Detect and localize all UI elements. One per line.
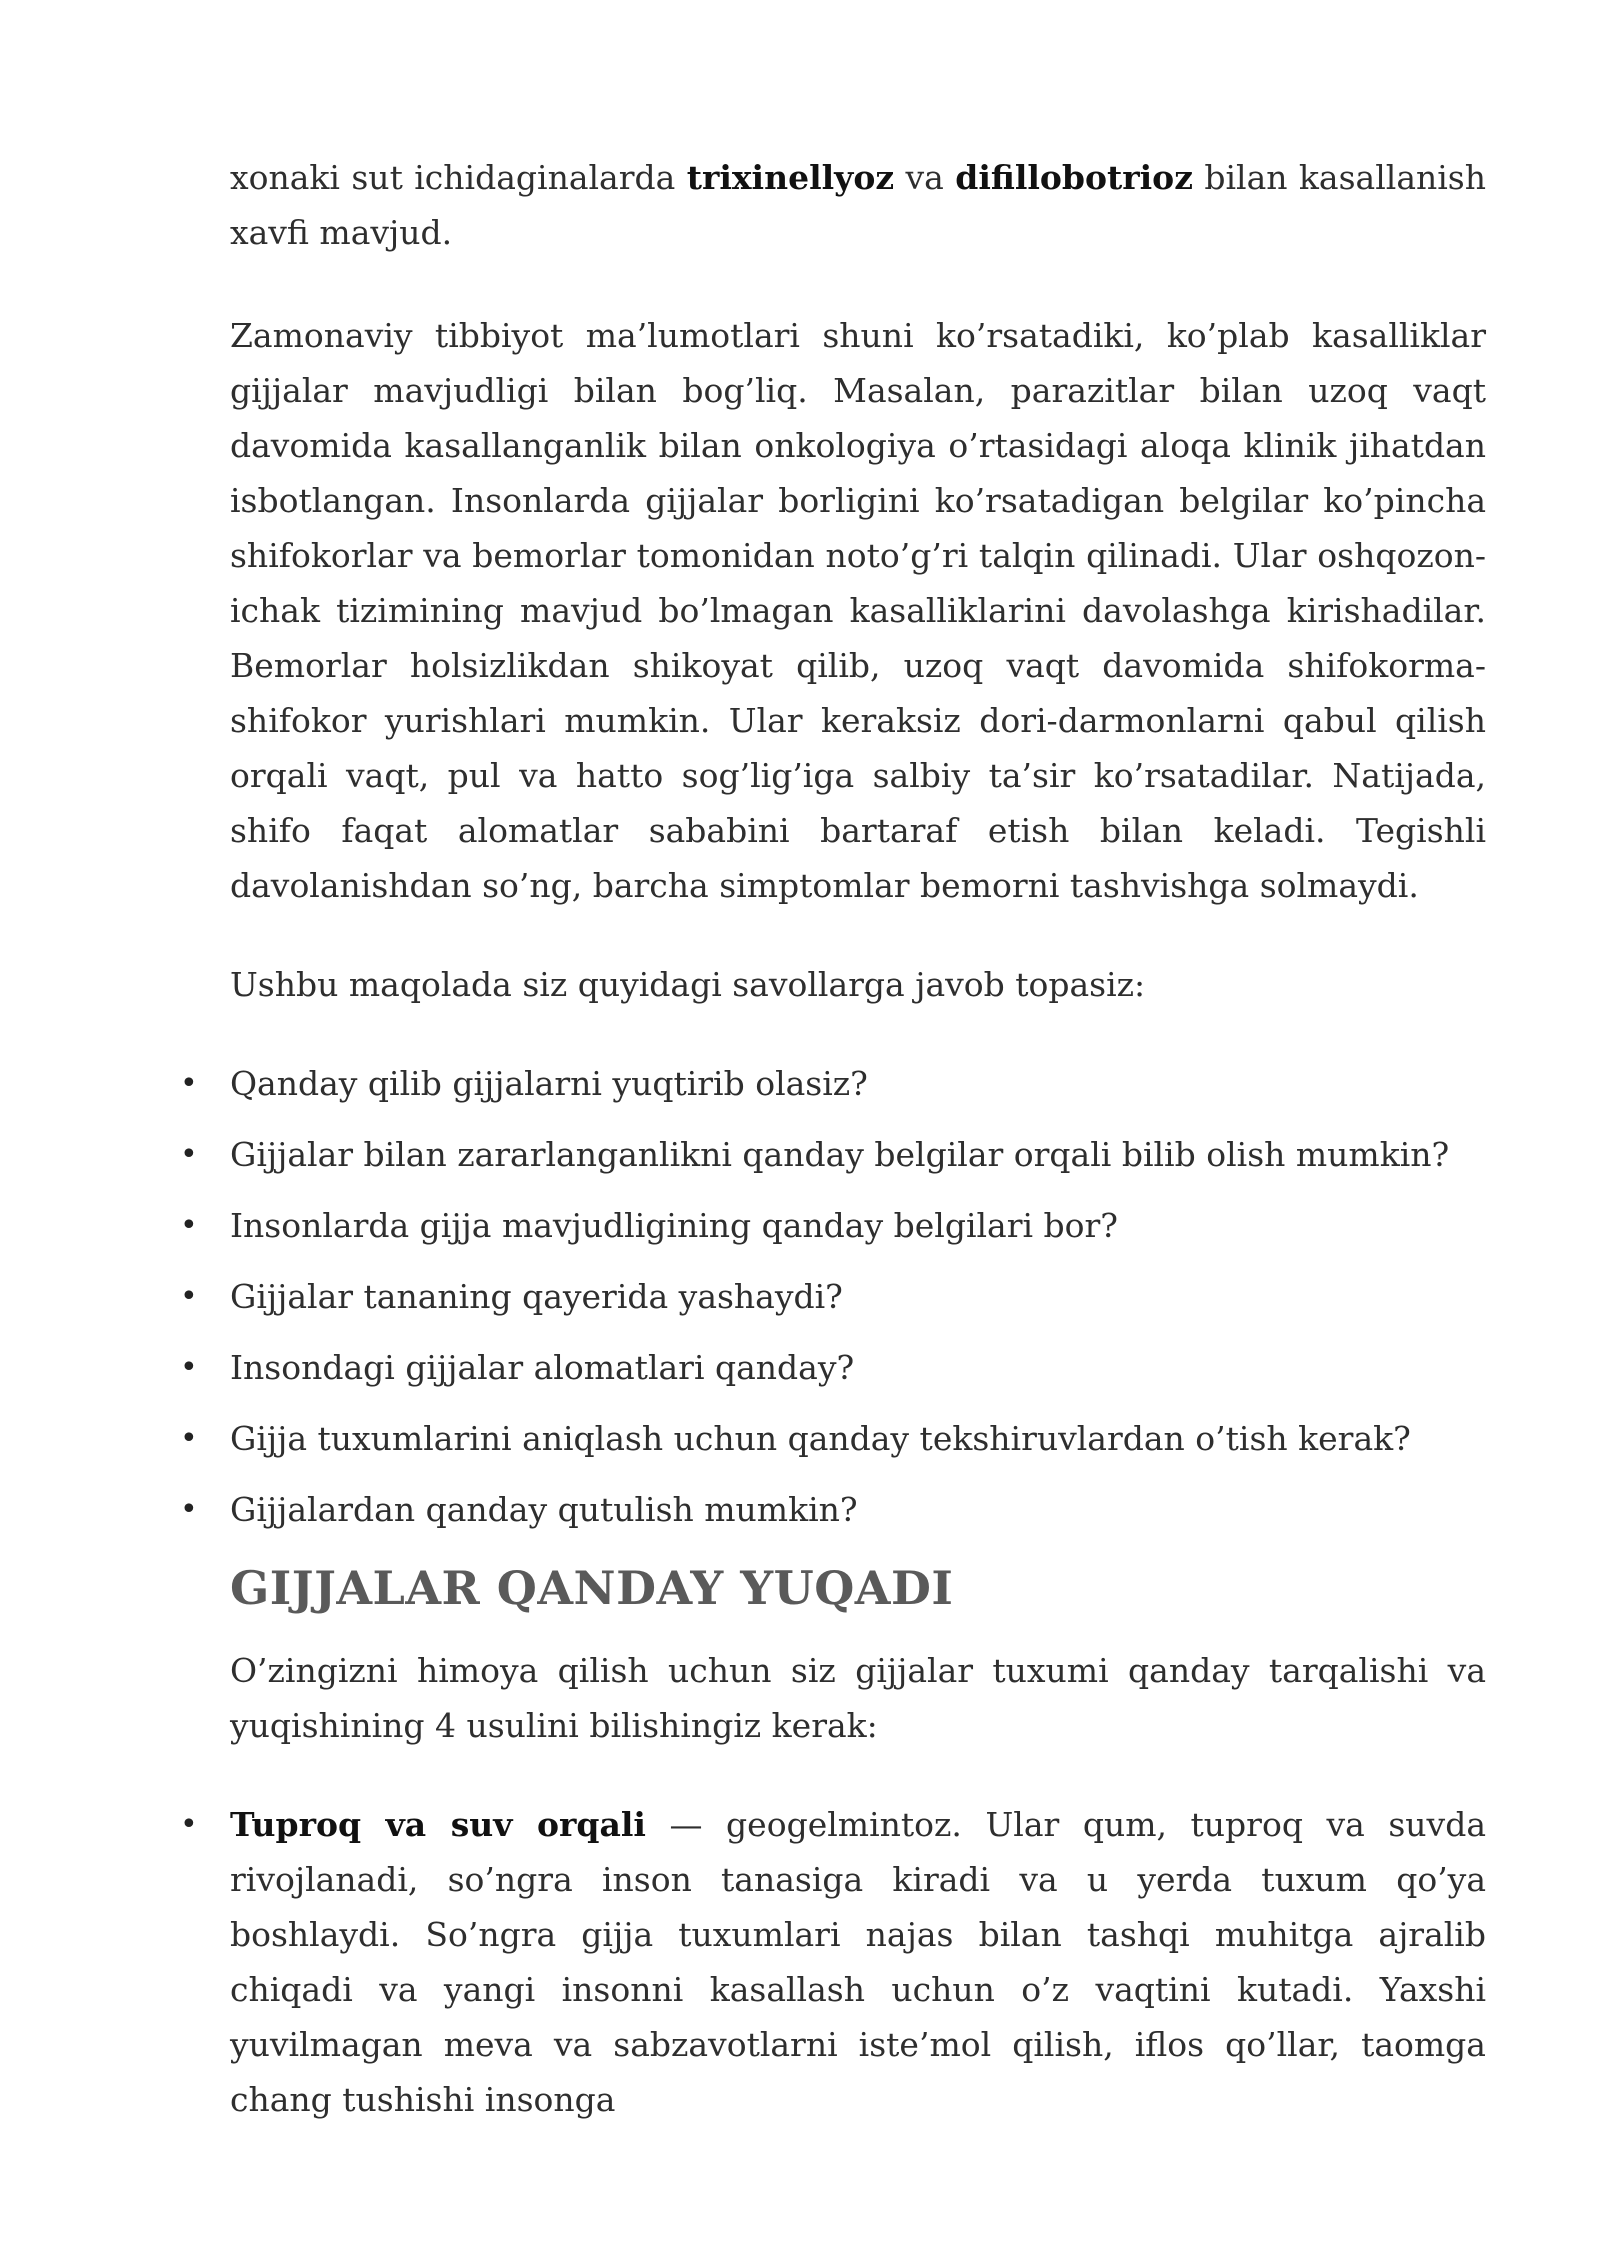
intro-bold-term-2: difillobotrioz: [955, 158, 1193, 197]
bullet-icon: •: [180, 1066, 198, 1101]
section-intro: O’zingizni himoya qilish uchun siz gijjalar tuxumi qanday tarqalishi va yuqishining 4 usulini bilishingiz kerak:: [230, 1651, 1486, 1745]
section-heading: GIJJALAR QANDAY YUQADI: [230, 1561, 954, 1615]
list-item: • Insonlarda gijja mavjudligining qanday belgilari bor?: [230, 1198, 1486, 1253]
questions-list: [180, 1056, 1486, 1537]
intro-text-before: xonaki sut ichidaginalarda: [230, 158, 687, 197]
bullet-icon: •: [180, 1807, 198, 1842]
intro-bold-term-1: trixinellyoz: [686, 158, 895, 197]
bullet-icon: •: [180, 1279, 198, 1314]
method-text: — geogelmintoz. Ular qum, tuproq va suvda rivojlanadi, so’ngra inson tanasiga kiradi va u yerda tuxum qo’ya boshlaydi. So’ngra gijja tuxumlari najas bilan tashqi muhitga ajralib chiqadi va yangi insonni kasallash uchun o’z vaqtini kutadi. Yaxshi yuvilmagan meva va sabzavotlarni iste’mol qilish, iflos qo’llar, taomga chang tushishi insonga: [230, 1805, 1486, 2119]
list-item: • Gijjalar tananing qayerida yashaydi?: [230, 1269, 1486, 1324]
intro-paragraph: [230, 150, 1486, 260]
method-list-item: [180, 1797, 1486, 2127]
questions-intro: Ushbu maqolada siz quyidagi savollarga javob topasiz:: [230, 965, 1146, 1004]
list-item: • Qanday qilib gijjalarni yuqtirib olasiz?: [230, 1056, 1486, 1111]
list-item: • Insondagi gijjalar alomatlari qanday?: [230, 1340, 1486, 1395]
body-paragraph: Zamonaviy tibbiyot ma’lumotlari shuni ko’rsatadiki, ko’plab kasalliklar gijjalar mavjudligi bilan bog’liq. Masalan, parazitlar bilan uzoq vaqt davomida kasallanganlik bilan onkologiya o’rtasidagi aloqa klinik jihatdan isbotlangan. Insonlarda gijjalar borligini ko’rsatadigan belgilar ko’pincha shifokorlar va bemorlar tomonidan noto’g’ri talqin qilinadi. Ular oshqozon-ichak tizimining mavjud bo’lmagan kasalliklarini davolashga kirishadilar. Bemorlar holsizlikdan shikoyat qilib, uzoq vaqt davomida shifokorma-shifokor yurishlari mumkin. Ular keraksiz dori-darmonlarni qabul qilish orqali vaqt, pul va hatto sog’lig’iga salbiy ta’sir ko’rsatadilar. Natijada, shifo faqat alomatlar sababini bartaraf etish bilan keladi. Tegishli davolanishdan so’ng, barcha simptomlar bemorni tashvishga solmaydi.: [230, 316, 1486, 905]
intro-text-after: bilan kasallanish xavfi mavjud.: [230, 158, 1486, 252]
intro-text-mid: va: [894, 158, 956, 197]
bullet-icon: •: [180, 1492, 198, 1527]
list-item: • Gijjalardan qanday qutulish mumkin?: [230, 1482, 1486, 1537]
list-item: • Gijja tuxumlarini aniqlash uchun qanday tekshiruvlardan o’tish kerak?: [230, 1411, 1486, 1466]
bullet-icon: •: [180, 1208, 198, 1243]
text-column: [180, 150, 1486, 2127]
list-item: • Gijjalar bilan zararlanganlikni qanday belgilar orqali bilib olish mumkin?: [230, 1127, 1486, 1182]
bullet-icon: •: [180, 1350, 198, 1385]
bullet-icon: •: [180, 1137, 198, 1172]
method-paragraph: [230, 1797, 1486, 2127]
method-bold-title: Tuproq va suv orqali: [230, 1805, 646, 1844]
bullet-icon: •: [180, 1421, 198, 1456]
